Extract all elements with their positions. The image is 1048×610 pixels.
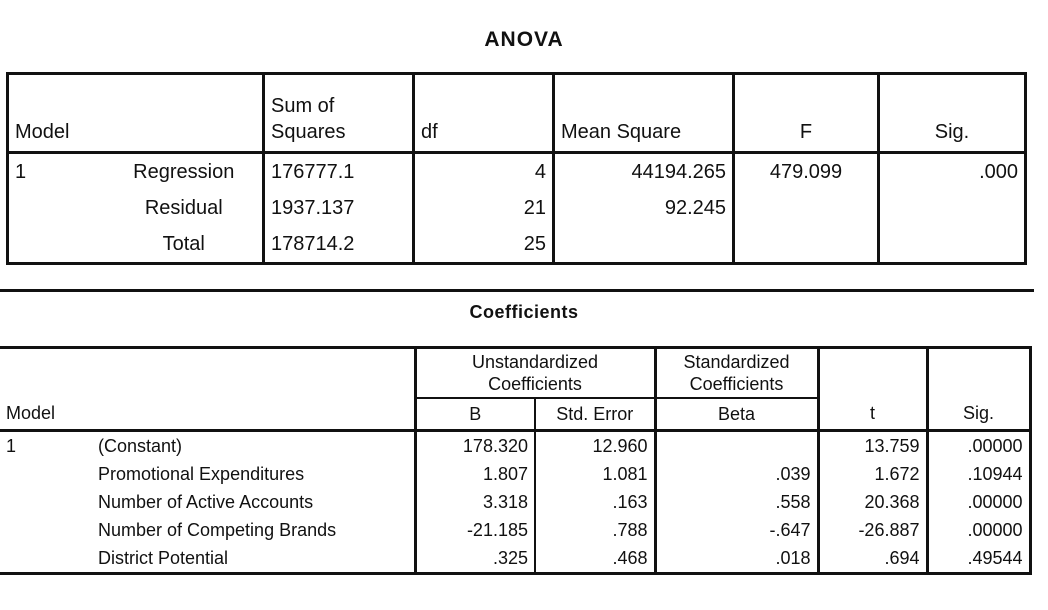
anova-header-row [8,74,1026,153]
coef-header-model: Model [0,398,92,431]
coef-row-competing-brands [0,516,1030,544]
anova-cell-ss: 1937.137 [264,190,414,226]
coef-cell-beta: .039 [655,460,818,488]
coef-row-constant [0,431,1030,461]
coef-cell-b: 3.318 [415,488,535,516]
anova-row-label: Residual [144,196,223,219]
anova-row-regression [8,153,1026,191]
coef-cell-sig: .00000 [927,488,1030,516]
anova-cell-df: 21 [414,190,554,226]
coef-header-b: B [415,398,535,431]
coef-row-promotional [0,460,1030,488]
coef-row-label: District Potential [98,547,229,568]
coef-cell-sig: .00000 [927,516,1030,544]
coef-cell-sig: .00000 [927,431,1030,461]
coef-cell-sig: .10944 [927,460,1030,488]
coef-cell-se: .163 [535,488,655,516]
coef-header-row-2 [0,398,1030,431]
coef-cell-t: 1.672 [818,460,927,488]
anova-cell-df: 4 [414,153,554,191]
coef-cell-t: 13.759 [818,431,927,461]
coef-cell-b: .325 [415,544,535,574]
anova-header-model: Model [8,74,106,153]
anova-header-sum-of-squares: Sum of Squares [264,74,414,153]
anova-cell-f [734,190,879,226]
anova-table [6,72,1027,265]
coef-cell-beta: -.647 [655,516,818,544]
coef-cell-se: 1.081 [535,460,655,488]
coef-row-label: Promotional Expenditures [98,463,305,484]
anova-header-mean-square: Mean Square [554,74,734,153]
anova-row-total [8,226,1026,264]
coef-row-label: Number of Competing Brands [98,519,337,540]
anova-cell-f [734,226,879,264]
coef-header-row-1 [0,348,1030,399]
coef-header-t: t [818,398,927,431]
coef-header-std-error: Std. Error [535,398,655,431]
coef-header-unstandardized: Unstandardized Coefficients [415,348,655,399]
anova-row-label: Total [162,232,205,255]
anova-cell-ss: 178714.2 [264,226,414,264]
anova-cell-ms: 44194.265 [554,153,734,191]
anova-cell-f: 479.099 [734,153,879,191]
coef-cell-beta [655,431,818,461]
coef-row-district-potential [0,544,1030,574]
anova-cell-ms: 92.245 [554,190,734,226]
anova-header-blank [106,74,264,153]
coef-model-number: 1 [6,435,17,456]
coef-cell-sig: .49544 [927,544,1030,574]
coef-row-label: Number of Active Accounts [98,491,314,512]
coef-cell-beta: .558 [655,488,818,516]
anova-row-label: Regression [133,160,235,183]
coef-cell-b: 1.807 [415,460,535,488]
coef-cell-beta: .018 [655,544,818,574]
anova-row-residual [8,190,1026,226]
anova-cell-df: 25 [414,226,554,264]
anova-cell-sig [879,226,1026,264]
coefficients-table [0,346,1032,575]
coef-cell-t: -26.887 [818,516,927,544]
coef-cell-se: 12.960 [535,431,655,461]
coef-cell-se: .788 [535,516,655,544]
coef-row-label: (Constant) [98,435,183,456]
coefficients-title: Coefficients [469,302,579,322]
anova-cell-sig: .000 [879,153,1026,191]
anova-cell-sig [879,190,1026,226]
coef-cell-b: -21.185 [415,516,535,544]
coef-row-active-accounts [0,488,1030,516]
coef-cell-t: 20.368 [818,488,927,516]
coef-header-sig: Sig. [927,398,1030,431]
coef-cell-b: 178.320 [415,431,535,461]
section-divider [0,289,1034,292]
anova-header-sig: Sig. [879,74,1026,153]
anova-header-f: F [734,74,879,153]
anova-title: ANOVA [484,28,564,51]
anova-cell-ms [554,226,734,264]
coef-header-standardized: Standardized Coefficients [655,348,818,399]
coef-header-beta: Beta [655,398,818,431]
anova-model-number: 1 [15,160,27,183]
coef-cell-se: .468 [535,544,655,574]
coef-cell-t: .694 [818,544,927,574]
anova-header-df: df [414,74,554,153]
anova-cell-ss: 176777.1 [264,153,414,191]
